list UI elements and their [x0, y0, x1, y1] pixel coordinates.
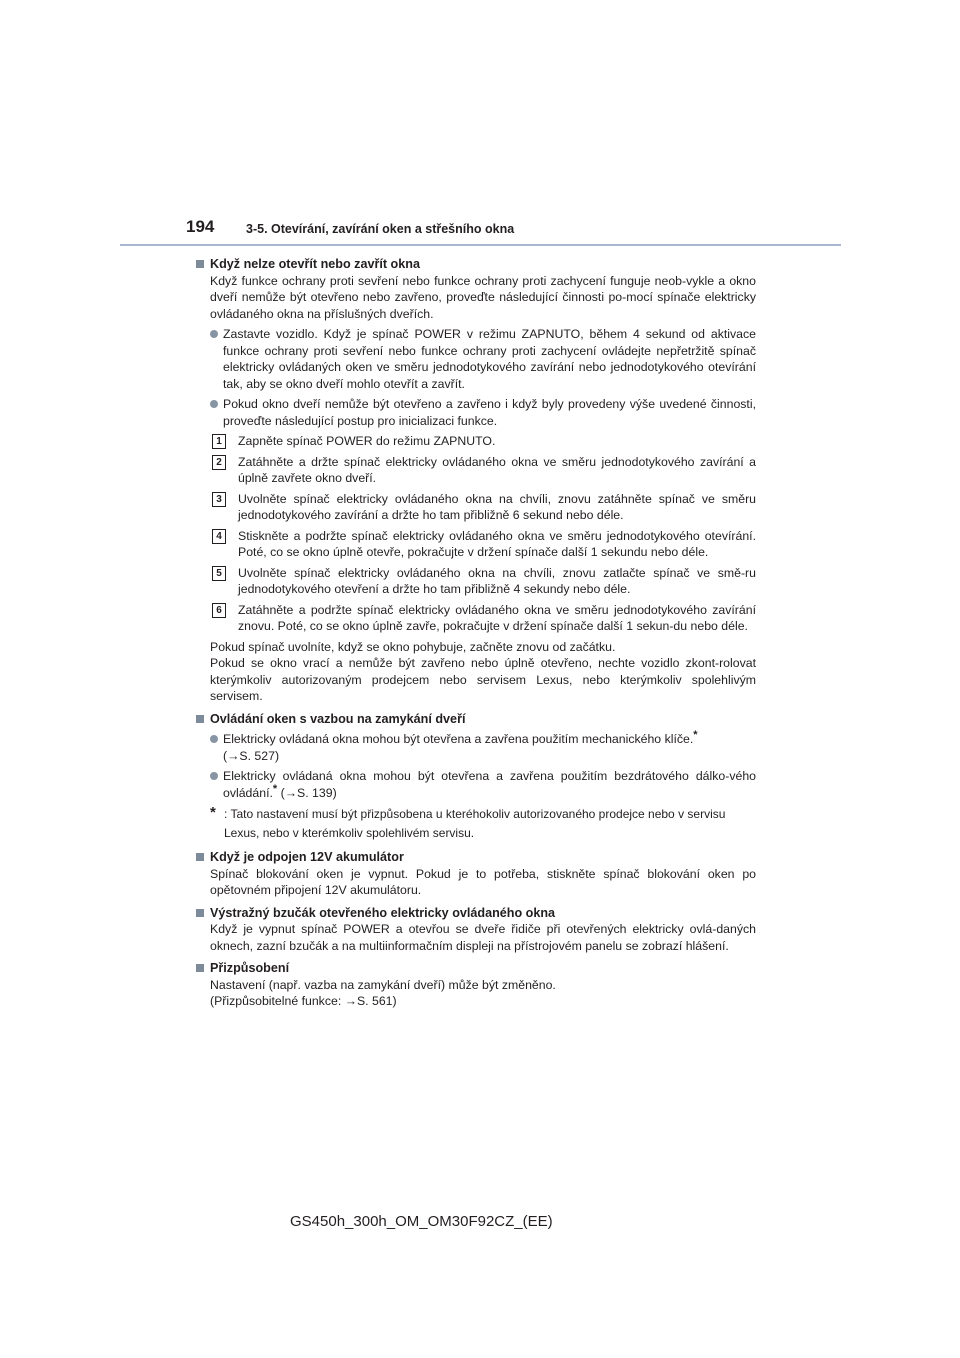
step-item: 5 Uvolněte spínač elektricky ovládaného okna na chvíli, znovu zatlačte spínač ve smě-ru jednodotykového otevření a držte ho tam přibližně 4 sekundy nebo déle.: [210, 565, 756, 598]
step-number: 4: [212, 529, 226, 544]
page-content: [210, 256, 756, 1010]
round-bullet-icon: [210, 400, 218, 408]
square-bullet-icon: [196, 964, 204, 972]
section-title: Přizpůsobení: [196, 960, 756, 977]
square-bullet-icon: [196, 909, 204, 917]
paragraph: Spínač blokování oken je vypnut. Pokud je to potřeba, stiskněte spínač blokování oken po opětovném připojení 12V akumulátoru.: [210, 866, 756, 897]
page-reference: (→S. 139): [277, 785, 337, 800]
footnote: * : Tato nastavení musí být přizpůsobena u kteréhokoliv autorizovaného prodejce nebo v servisu Lexus, nebo v kterémkoliv spolehlivém servisu.: [210, 804, 726, 840]
square-bullet-icon: [196, 260, 204, 268]
paragraph: Když je vypnut spínač POWER a otevřou se dveře řidiče při otevřených elektricky ovlá-daných oknech, zazní bzučák a na multiinformačním displeji na přístrojovém panelu se zobrazí hlášení.: [210, 922, 756, 953]
section-12v-battery: [210, 849, 756, 899]
square-bullet-icon: [196, 715, 204, 723]
step-item: 6 Zatáhněte a podržte spínač elektricky ovládaného okna ve směru jednodotykového zavírání znovu. Poté, co se okno úplně zavře, pokračujte v držení spínače další 1 sekun-du nebo déle.: [210, 602, 756, 635]
step-item: 4 Stiskněte a podržte spínač elektricky ovládaného okna ve směru jednodotykového otevírání. Poté, co se okno úplně otevře, pokračujte v držení spínače další 1 sekundu nebo déle.: [210, 528, 756, 561]
section-title: Ovládání oken s vazbou na zamykání dveří: [196, 711, 756, 728]
page-reference: (→S. 527): [223, 748, 280, 763]
step-number: 3: [212, 492, 226, 507]
paragraph: Nastavení (např. vazba na zamykání dveří) může být změněno.: [210, 977, 556, 992]
step-item: 1 Zapněte spínač POWER do režimu ZAPNUTO.: [210, 433, 756, 450]
bullet-item: Pokud okno dveří nemůže být otevřeno a zavřeno i když byly provedeny výše uvedené činnosti, proveďte následující postup pro inicializaci funkce.: [210, 396, 756, 429]
document-code: GS450h_300h_OM_OM30F92CZ_(EE): [290, 1213, 553, 1230]
bullet-item: Elektricky ovládaná okna mohou být otevřena a zavřena použitím mechanického klíče.* (→S. 527): [210, 731, 756, 764]
step-item: 2 Zatáhněte a držte spínač elektricky ovládaného okna ve směru jednodotykového zavírání a úplně zavřete okno dveří.: [210, 454, 756, 487]
step-number: 1: [212, 434, 226, 449]
round-bullet-icon: [210, 330, 218, 338]
paragraph: Pokud se okno vrací a nemůže být zavřeno nebo úplně otevřeno, nechte vozidlo zkont-rolovat kterýmkoliv autorizovaným prodejcem nebo servisem Lexus, nebo kterýmkoliv spolehlivým servisem.: [210, 656, 756, 703]
section-title: Když je odpojen 12V akumulátor: [196, 849, 756, 866]
section-door-lock-linked: [210, 711, 756, 844]
paragraph: Když funkce ochrany proti sevření nebo funkce ochrany proti zachycení funguje neob-vykle a okno dveří nemůže být otevřeno nebo zavřeno, proveďte následující činnosti po-mocí spínače elektricky ovládaného okna na příslušných dveřích.: [210, 273, 756, 321]
step-number: 5: [212, 566, 226, 581]
square-bullet-icon: [196, 853, 204, 861]
page-number: 194: [186, 217, 215, 236]
round-bullet-icon: [210, 772, 218, 780]
paragraph: Pokud spínač uvolníte, když se okno pohybuje, začněte znovu od začátku.: [210, 639, 616, 654]
paragraph: (Přizpůsobitelné funkce: →S. 561): [210, 994, 397, 1008]
chapter-title: 3-5. Otevírání, zavírání oken a střešního okna: [246, 222, 515, 236]
section-customization: [210, 960, 756, 1010]
section-title: Když nelze otevřít nebo zavřít okna: [196, 256, 756, 273]
section-window-cannot-open: [210, 256, 756, 705]
bullet-item: Elektricky ovládaná okna mohou být otevřena a zavřena použitím bezdrátového dálko-vého ovládání.* (→S. 139): [210, 768, 756, 801]
step-number: 2: [212, 455, 226, 470]
round-bullet-icon: [210, 735, 218, 743]
section-warning-buzzer: [210, 905, 756, 955]
bullet-item: Zastavte vozidlo. Když je spínač POWER v režimu ZAPNUTO, během 4 sekund od aktivace funkce ochrany proti sevření nebo funkce ochrany proti zachycení ovládejte nepřetržitě spínač elektricky ovládaných oken ve směru jednodotykového zavírání nebo jednodotykového otevírání tak, aby se okno dveří mohlo otevřít a zavřít.: [210, 326, 756, 392]
step-item: 3 Uvolněte spínač elektricky ovládaného okna na chvíli, znovu zatáhněte spínač ve směru jednodotykového zavírání a držte ho tam přibližně 6 sekund nebo déle.: [210, 491, 756, 524]
header-rule: [120, 244, 841, 246]
step-number: 6: [212, 603, 226, 618]
section-title: Výstražný bzučák otevřeného elektricky ovládaného okna: [196, 905, 756, 922]
